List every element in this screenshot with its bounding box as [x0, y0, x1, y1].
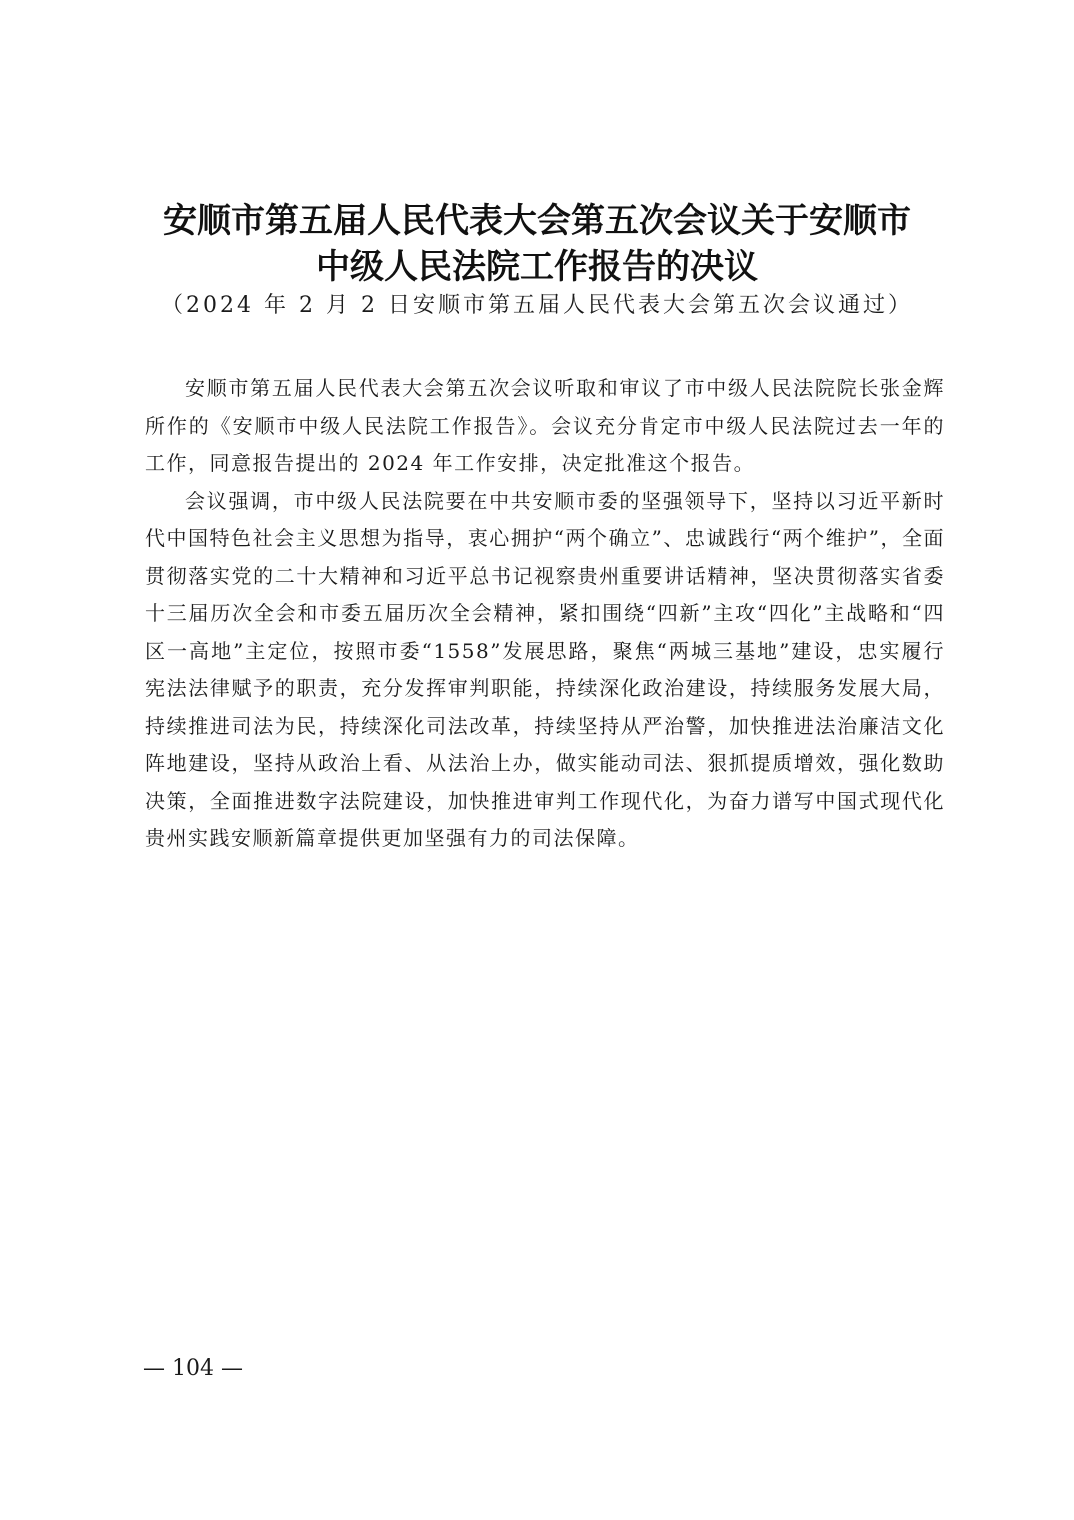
page-number: — 104 — — [143, 1356, 243, 1381]
body-paragraph-1: 安顺市第五届人民代表大会第五次会议听取和审议了市中级人民法院院长张金辉所作的《安顺市中级人民法院工作报告》。会议充分肯定市中级人民法院过去一年的工作，同意报告提出的 2024 年工作安排，决定批准这个报告。 — [145, 376, 945, 475]
document-title-line-1: 安顺市第五届人民代表大会第五次会议关于安顺市 — [163, 201, 911, 241]
document-subtitle: （2024 年 2 月 2 日安顺市第五届人民代表大会第五次会议通过） — [161, 293, 913, 318]
body-paragraph-2: 会议强调，市中级人民法院要在中共安顺市委的坚强领导下，坚持以习近平新时代中国特色社会主义思想为指导，衷心拥护“两个确立”、忠诚践行“两个维护”，全面贯彻落实党的二十大精神和习近平总书记视察贵州重要讲话精神，坚决贯彻落实省委十三届历次全会和市委五届历次全会精神，紧扣围绕“四新”主攻“四化”主战略和“四区一高地”主定位，按照市委“1558”发展思路，聚焦“两城三基地”建设，忠实履行宪法法律赋予的职责，充分发挥审判职能，持续深化政治建设，持续服务发展大局，持续推进司法为民，持续深化司法改革，持续坚持从严治警，加快推进法治廉洁文化阵地建设，坚持从政治上看、从法治上办，做实能动司法、狠抓提质增效，强化数助决策，全面推进数字法院建设，加快推进审判工作现代化，为奋力谱写中国式现代化贵州实践安顺新篇章提供更加坚强有力的司法保障。 — [145, 488, 945, 850]
document-body — [145, 370, 945, 858]
document-title-line-2: 中级人民法院工作报告的决议 — [316, 247, 758, 287]
